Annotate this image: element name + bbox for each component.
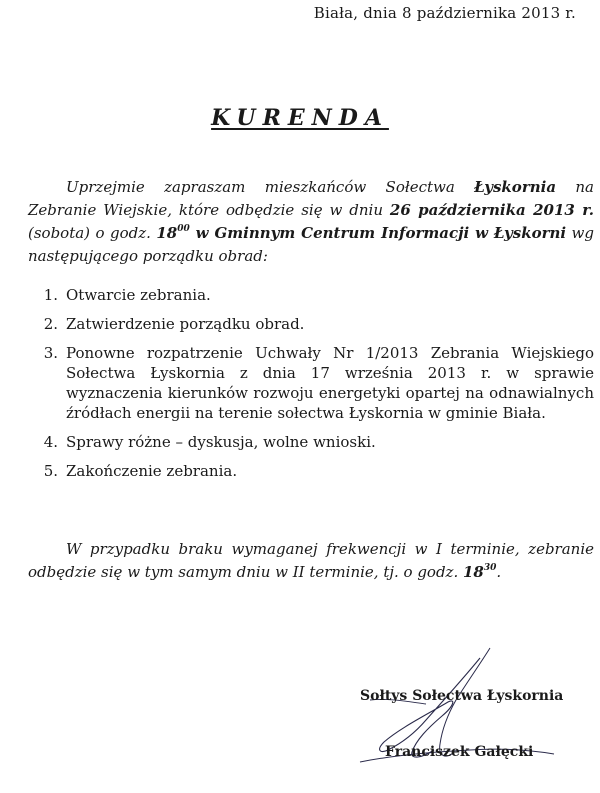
intro-text-4: wg następującego porządku obrad: [28,224,595,265]
agenda-item: 2. Zatwierdzenie porządku obrad. [43,315,305,333]
agenda-list [28,285,594,490]
meeting-date: 26 października 2013 r. [389,201,594,219]
agenda-item: 1. Otwarcie zebrania. [43,286,211,304]
intro-paragraph [28,176,594,268]
agenda-item: 3. Ponowne rozpatrzenie Uchwały Nr 1/2013 Zebrania Wiejskiego Sołectwa Łyskornia z dnia 17 września 2013 r. w sprawie wyznaczenia kierunków rozwoju energetyki opartej na odnawialnych źródłach energii na terenie sołectwa Łyskornia w gminie Biała. [43,344,594,422]
signatory-name: Franciszek Gałęcki [385,744,534,760]
intro-text-1: Uprzejmie zapraszam mieszkańców Sołectwa [66,178,475,196]
signatory-role: Sołtys Sołectwa Łyskornia [360,688,564,704]
intro-text-3: (sobota) o godz. [28,224,157,242]
intro-text-2: na Zebranie Wiejskie, które odbędzie się w dniu [28,178,594,219]
document-title: KURENDA [211,105,389,131]
agenda-item: 5. Zakończenie zebrania. [43,462,238,480]
agenda-item: 4. Sprawy różne – dyskusja, wolne wnioski. [43,433,376,451]
document-date: Biała, dnia 8 października 2013 r. [313,4,576,22]
closing-paragraph: W przypadku braku wymaganej frekwencji w I terminie, zebranie odbędzie się w tym samym dniu w II terminie, tj. o godz. $18^{30}$. [28,540,594,581]
second-term-hour: $18^{30}$ [463,563,497,581]
meeting-hour: $18^{00}$ [156,224,190,242]
village-name: Łyskornia [474,178,557,196]
meeting-place: w Gminnym Centrum Informacji w Łyskorni [189,224,567,242]
handwritten-signature [330,640,570,790]
